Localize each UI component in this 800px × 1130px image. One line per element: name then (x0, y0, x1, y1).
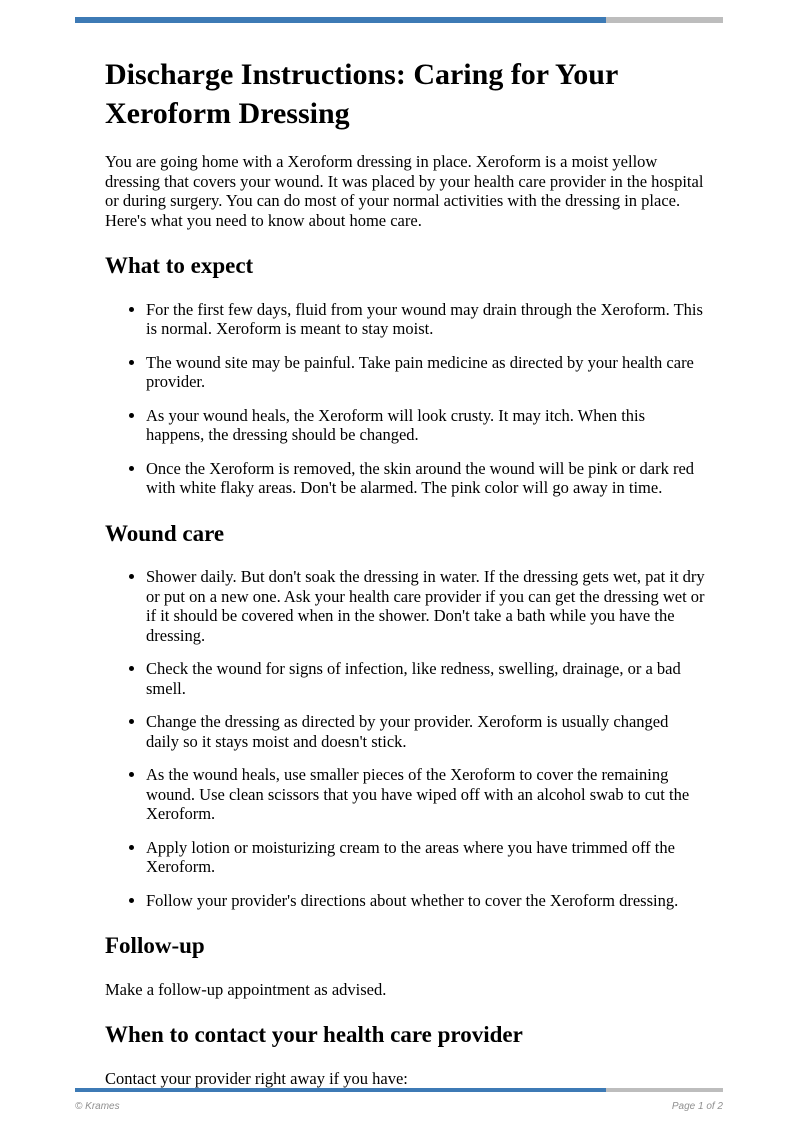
intro-paragraph: You are going home with a Xeroform dressing in place. Xeroform is a moist yellow dressing that covers your wound. It was placed by your health care provider in the hospital or during surgery. You can do most of your normal activities with the dressing in place. Here's what you need to know about home care. (105, 152, 704, 230)
bullet-item: • Apply lotion or moisturizing cream to the areas where you have trimmed off the Xeroform. (146, 838, 705, 877)
top-accent-bar-blue-segment (75, 17, 606, 23)
section-heading-wound-care: Wound care (105, 520, 225, 546)
bullet-item: • As your wound heals, the Xeroform will look crusty. It may itch. When this happens, the dressing should be changed. (146, 406, 705, 445)
top-accent-bar (75, 17, 723, 23)
page-footer (75, 1101, 723, 1112)
bullet-item: • Change the dressing as directed by your provider. Xeroform is usually changed daily so it stays moist and doesn't stick. (146, 712, 705, 751)
bullet-item: • The wound site may be painful. Take pain medicine as directed by your health care provider. (146, 353, 705, 392)
what-to-expect-bullet-list (105, 300, 705, 498)
contact-provider-paragraph: Contact your provider right away if you have: (105, 1068, 408, 1088)
wound-care-bullet-list (105, 567, 705, 910)
top-accent-bar-gray-segment (606, 17, 723, 23)
bullet-item: • Once the Xeroform is removed, the skin around the wound will be pink or dark red with white flaky areas. Don't be alarmed. The pink color will go away in time. (146, 459, 705, 498)
bullet-item: • For the first few days, fluid from your wound may drain through the Xeroform. This is normal. Xeroform is meant to stay moist. (146, 300, 705, 339)
bullet-item: • Shower daily. But don't soak the dressing in water. If the dressing gets wet, pat it dry or put on a new one. Ask your health care provider if you can get the dressing wet or if it should be covered when in the shower. Don't take a bath while you have the dressing. (146, 567, 705, 645)
footer-copyright: © Krames (75, 1101, 120, 1112)
bullet-item: • Check the wound for signs of infection, like redness, swelling, drainage, or a bad smell. (146, 659, 705, 698)
section-heading-when-to-contact: When to contact your health care provider (105, 1022, 523, 1048)
section-heading-follow-up: Follow-up (105, 933, 205, 959)
section-heading-what-to-expect: What to expect (105, 253, 254, 278)
bullet-item: • As the wound heals, use smaller pieces of the Xeroform to cover the remaining wound. Use clean scissors that you have wiped off with an alcohol swab to cut the Xeroform. (146, 765, 705, 824)
footer-accent-bar-gray-segment (606, 1088, 723, 1092)
document-content (105, 55, 705, 1098)
page-title: Discharge Instructions: Caring for Your Xeroform Dressing (105, 58, 618, 130)
footer-accent-bar (75, 1088, 723, 1092)
footer-page-number: Page 1 of 2 (671, 1101, 723, 1112)
follow-up-paragraph: Make a follow-up appointment as advised. (105, 979, 387, 999)
footer-accent-bar-blue-segment (75, 1088, 606, 1092)
bullet-item: • Follow your provider's directions about whether to cover the Xeroform dressing. (146, 891, 705, 911)
